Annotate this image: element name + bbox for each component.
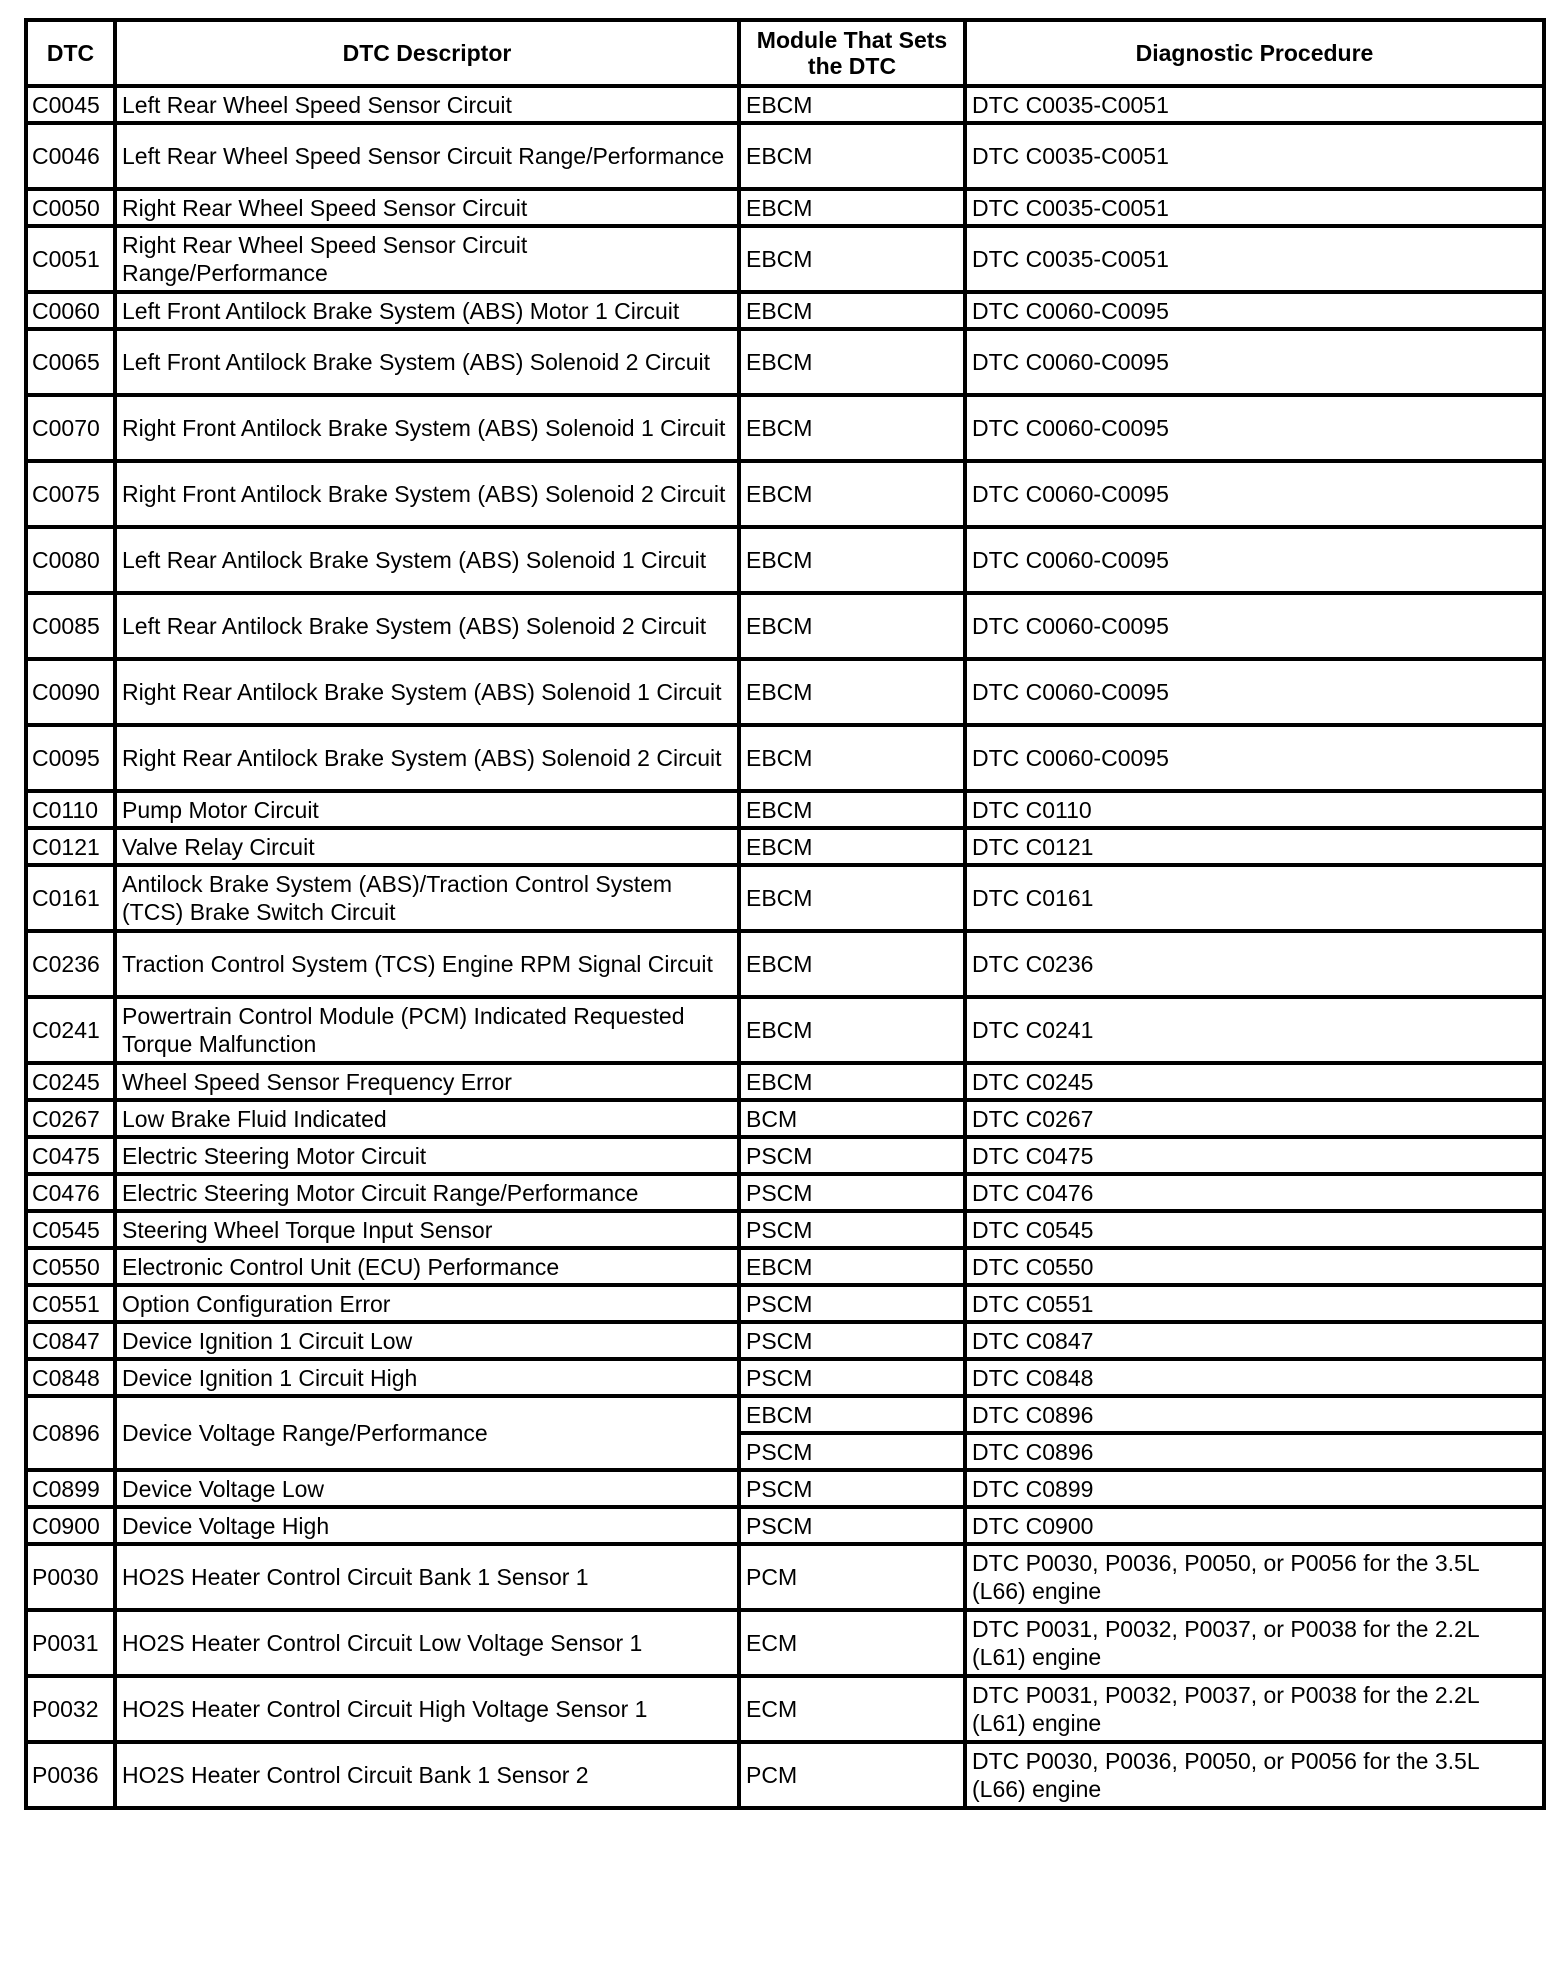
dtc-code-cell: C0545 xyxy=(26,1211,115,1248)
dtc-code-cell: C0161 xyxy=(26,865,115,931)
module-cell: PSCM xyxy=(739,1174,965,1211)
module-cell: EBCM xyxy=(739,659,965,725)
dtc-code-cell: C0085 xyxy=(26,593,115,659)
module-cell: PSCM xyxy=(739,1470,965,1507)
table-row xyxy=(26,659,1544,725)
table-row xyxy=(26,1137,1544,1174)
table-row xyxy=(26,527,1544,593)
dtc-descriptor-cell: HO2S Heater Control Circuit Bank 1 Sensor 1 xyxy=(115,1544,739,1610)
dtc-descriptor-cell: Electric Steering Motor Circuit xyxy=(115,1137,739,1174)
table-row xyxy=(26,1063,1544,1100)
module-cell: EBCM xyxy=(739,329,965,395)
dtc-code-cell: C0060 xyxy=(26,292,115,329)
table-row xyxy=(26,1676,1544,1742)
module-cell: ECM xyxy=(739,1676,965,1742)
dtc-code-cell: C0065 xyxy=(26,329,115,395)
diagnostic-procedure-cell: DTC C0896 xyxy=(965,1433,1544,1470)
dtc-code-cell: C0236 xyxy=(26,931,115,997)
dtc-code-cell: P0030 xyxy=(26,1544,115,1610)
module-cell: EBCM xyxy=(739,997,965,1063)
module-cell: PSCM xyxy=(739,1507,965,1544)
header-dtc: DTC xyxy=(26,20,115,86)
dtc-descriptor-cell: Device Voltage Low xyxy=(115,1470,739,1507)
table-row xyxy=(26,997,1544,1063)
dtc-descriptor-cell: Device Ignition 1 Circuit High xyxy=(115,1359,739,1396)
dtc-descriptor-cell: Right Rear Antilock Brake System (ABS) Solenoid 2 Circuit xyxy=(115,725,739,791)
module-cell: EBCM xyxy=(739,1063,965,1100)
dtc-descriptor-cell: Electric Steering Motor Circuit Range/Performance xyxy=(115,1174,739,1211)
diagnostic-procedure-cell: DTC C0899 xyxy=(965,1470,1544,1507)
header-descriptor: DTC Descriptor xyxy=(115,20,739,86)
dtc-descriptor-cell: Right Rear Wheel Speed Sensor Circuit xyxy=(115,189,739,226)
dtc-descriptor-cell: Pump Motor Circuit xyxy=(115,791,739,828)
diagnostic-procedure-cell: DTC C0476 xyxy=(965,1174,1544,1211)
dtc-code-cell: C0899 xyxy=(26,1470,115,1507)
dtc-code-cell: C0848 xyxy=(26,1359,115,1396)
diagnostic-procedure-cell: DTC C0551 xyxy=(965,1285,1544,1322)
table-row xyxy=(26,1100,1544,1137)
dtc-code-cell: C0550 xyxy=(26,1248,115,1285)
dtc-code-cell: C0476 xyxy=(26,1174,115,1211)
diagnostic-procedure-cell: DTC C0161 xyxy=(965,865,1544,931)
dtc-descriptor-cell: HO2S Heater Control Circuit High Voltage Sensor 1 xyxy=(115,1676,739,1742)
module-cell: PSCM xyxy=(739,1433,965,1470)
dtc-code-cell: C0896 xyxy=(26,1396,115,1470)
diagnostic-procedure-cell: DTC C0121 xyxy=(965,828,1544,865)
diagnostic-procedure-cell: DTC C0236 xyxy=(965,931,1544,997)
dtc-descriptor-cell: Antilock Brake System (ABS)/Traction Control System (TCS) Brake Switch Circuit xyxy=(115,865,739,931)
diagnostic-procedure-cell: DTC C0900 xyxy=(965,1507,1544,1544)
dtc-descriptor-cell: Right Rear Wheel Speed Sensor Circuit Range/Performance xyxy=(115,226,739,292)
diagnostic-procedure-cell: DTC C0060-C0095 xyxy=(965,725,1544,791)
table-row xyxy=(26,1396,1544,1433)
diagnostic-procedure-cell: DTC C0545 xyxy=(965,1211,1544,1248)
table-row xyxy=(26,1742,1544,1808)
diagnostic-procedure-cell: DTC C0848 xyxy=(965,1359,1544,1396)
module-cell: PSCM xyxy=(739,1359,965,1396)
dtc-code-cell: C0051 xyxy=(26,226,115,292)
table-row xyxy=(26,1174,1544,1211)
module-cell: PSCM xyxy=(739,1137,965,1174)
module-cell: EBCM xyxy=(739,725,965,791)
dtc-descriptor-cell: Device Voltage High xyxy=(115,1507,739,1544)
table-row xyxy=(26,1248,1544,1285)
table-row xyxy=(26,1544,1544,1610)
table-header xyxy=(26,20,1544,86)
diagnostic-procedure-cell: DTC P0031, P0032, P0037, or P0038 for the 2.2L (L61) engine xyxy=(965,1676,1544,1742)
diagnostic-procedure-cell: DTC C0060-C0095 xyxy=(965,593,1544,659)
module-cell: EBCM xyxy=(739,226,965,292)
table-row xyxy=(26,593,1544,659)
dtc-code-cell: C0110 xyxy=(26,791,115,828)
dtc-descriptor-cell: Wheel Speed Sensor Frequency Error xyxy=(115,1063,739,1100)
dtc-code-cell: C0267 xyxy=(26,1100,115,1137)
table-row xyxy=(26,725,1544,791)
diagnostic-procedure-cell: DTC C0060-C0095 xyxy=(965,395,1544,461)
header-procedure: Diagnostic Procedure xyxy=(965,20,1544,86)
table-row xyxy=(26,461,1544,527)
diagnostic-procedure-cell: DTC C0896 xyxy=(965,1396,1544,1433)
dtc-table xyxy=(24,18,1546,1810)
module-cell: EBCM xyxy=(739,86,965,123)
diagnostic-procedure-cell: DTC P0030, P0036, P0050, or P0056 for the 3.5L (L66) engine xyxy=(965,1742,1544,1808)
table-row xyxy=(26,1610,1544,1676)
table-row xyxy=(26,1322,1544,1359)
module-cell: EBCM xyxy=(739,931,965,997)
module-cell: PSCM xyxy=(739,1285,965,1322)
dtc-descriptor-cell: Left Front Antilock Brake System (ABS) Motor 1 Circuit xyxy=(115,292,739,329)
dtc-code-cell: C0121 xyxy=(26,828,115,865)
dtc-descriptor-cell: HO2S Heater Control Circuit Bank 1 Sensor 2 xyxy=(115,1742,739,1808)
dtc-code-cell: C0075 xyxy=(26,461,115,527)
diagnostic-procedure-cell: DTC C0060-C0095 xyxy=(965,329,1544,395)
dtc-code-cell: C0046 xyxy=(26,123,115,189)
module-cell: PCM xyxy=(739,1742,965,1808)
table-row xyxy=(26,791,1544,828)
table-row xyxy=(26,86,1544,123)
diagnostic-procedure-cell: DTC C0475 xyxy=(965,1137,1544,1174)
dtc-code-cell: C0245 xyxy=(26,1063,115,1100)
header-module: Module That Sets the DTC xyxy=(739,20,965,86)
dtc-descriptor-cell: Powertrain Control Module (PCM) Indicated Requested Torque Malfunction xyxy=(115,997,739,1063)
table-row xyxy=(26,329,1544,395)
dtc-code-cell: P0031 xyxy=(26,1610,115,1676)
module-cell: EBCM xyxy=(739,1396,965,1433)
dtc-descriptor-cell: Electronic Control Unit (ECU) Performance xyxy=(115,1248,739,1285)
module-cell: EBCM xyxy=(739,123,965,189)
diagnostic-procedure-cell: DTC P0031, P0032, P0037, or P0038 for the 2.2L (L61) engine xyxy=(965,1610,1544,1676)
dtc-descriptor-cell: Device Ignition 1 Circuit Low xyxy=(115,1322,739,1359)
dtc-code-cell: C0080 xyxy=(26,527,115,593)
table-row xyxy=(26,1285,1544,1322)
dtc-descriptor-cell: HO2S Heater Control Circuit Low Voltage Sensor 1 xyxy=(115,1610,739,1676)
diagnostic-procedure-cell: DTC C0060-C0095 xyxy=(965,461,1544,527)
table-row xyxy=(26,292,1544,329)
diagnostic-procedure-cell: DTC C0245 xyxy=(965,1063,1544,1100)
dtc-code-cell: C0551 xyxy=(26,1285,115,1322)
dtc-descriptor-cell: Right Rear Antilock Brake System (ABS) Solenoid 1 Circuit xyxy=(115,659,739,725)
table-row xyxy=(26,1211,1544,1248)
dtc-code-cell: P0032 xyxy=(26,1676,115,1742)
module-cell: EBCM xyxy=(739,292,965,329)
dtc-descriptor-cell: Option Configuration Error xyxy=(115,1285,739,1322)
dtc-descriptor-cell: Left Rear Wheel Speed Sensor Circuit Range/Performance xyxy=(115,123,739,189)
dtc-descriptor-cell: Right Front Antilock Brake System (ABS) Solenoid 2 Circuit xyxy=(115,461,739,527)
module-cell: PSCM xyxy=(739,1322,965,1359)
dtc-descriptor-cell: Left Rear Antilock Brake System (ABS) Solenoid 2 Circuit xyxy=(115,593,739,659)
table-row xyxy=(26,931,1544,997)
table-row xyxy=(26,865,1544,931)
diagnostic-procedure-cell: DTC C0550 xyxy=(965,1248,1544,1285)
module-cell: EBCM xyxy=(739,395,965,461)
dtc-descriptor-cell: Low Brake Fluid Indicated xyxy=(115,1100,739,1137)
table-row xyxy=(26,226,1544,292)
dtc-code-cell: C0045 xyxy=(26,86,115,123)
module-cell: EBCM xyxy=(739,865,965,931)
dtc-descriptor-cell: Left Front Antilock Brake System (ABS) Solenoid 2 Circuit xyxy=(115,329,739,395)
dtc-code-cell: C0241 xyxy=(26,997,115,1063)
header-row xyxy=(26,20,1544,86)
module-cell: EBCM xyxy=(739,1248,965,1285)
module-cell: BCM xyxy=(739,1100,965,1137)
dtc-descriptor-cell: Traction Control System (TCS) Engine RPM Signal Circuit xyxy=(115,931,739,997)
table-row xyxy=(26,1359,1544,1396)
dtc-code-cell: C0070 xyxy=(26,395,115,461)
diagnostic-procedure-cell: DTC C0035-C0051 xyxy=(965,226,1544,292)
module-cell: EBCM xyxy=(739,189,965,226)
dtc-descriptor-cell: Left Rear Wheel Speed Sensor Circuit xyxy=(115,86,739,123)
diagnostic-procedure-cell: DTC C0060-C0095 xyxy=(965,527,1544,593)
diagnostic-procedure-cell: DTC C0241 xyxy=(965,997,1544,1063)
dtc-code-cell: P0036 xyxy=(26,1742,115,1808)
diagnostic-procedure-cell: DTC C0060-C0095 xyxy=(965,292,1544,329)
dtc-code-cell: C0095 xyxy=(26,725,115,791)
table-row xyxy=(26,1470,1544,1507)
dtc-code-cell: C0475 xyxy=(26,1137,115,1174)
module-cell: EBCM xyxy=(739,828,965,865)
module-cell: EBCM xyxy=(739,527,965,593)
diagnostic-procedure-cell: DTC P0030, P0036, P0050, or P0056 for the 3.5L (L66) engine xyxy=(965,1544,1544,1610)
dtc-descriptor-cell: Device Voltage Range/Performance xyxy=(115,1396,739,1470)
table-row xyxy=(26,1507,1544,1544)
module-cell: EBCM xyxy=(739,593,965,659)
table-row xyxy=(26,828,1544,865)
module-cell: PCM xyxy=(739,1544,965,1610)
dtc-code-cell: C0090 xyxy=(26,659,115,725)
dtc-descriptor-cell: Steering Wheel Torque Input Sensor xyxy=(115,1211,739,1248)
module-cell: ECM xyxy=(739,1610,965,1676)
diagnostic-procedure-cell: DTC C0035-C0051 xyxy=(965,189,1544,226)
dtc-code-cell: C0900 xyxy=(26,1507,115,1544)
diagnostic-procedure-cell: DTC C0060-C0095 xyxy=(965,659,1544,725)
table-body xyxy=(26,86,1544,1808)
dtc-descriptor-cell: Right Front Antilock Brake System (ABS) Solenoid 1 Circuit xyxy=(115,395,739,461)
dtc-descriptor-cell: Valve Relay Circuit xyxy=(115,828,739,865)
dtc-descriptor-cell: Left Rear Antilock Brake System (ABS) Solenoid 1 Circuit xyxy=(115,527,739,593)
module-cell: EBCM xyxy=(739,791,965,828)
table-row xyxy=(26,395,1544,461)
dtc-code-cell: C0847 xyxy=(26,1322,115,1359)
table-row xyxy=(26,123,1544,189)
module-cell: EBCM xyxy=(739,461,965,527)
diagnostic-procedure-cell: DTC C0110 xyxy=(965,791,1544,828)
dtc-code-cell: C0050 xyxy=(26,189,115,226)
diagnostic-procedure-cell: DTC C0847 xyxy=(965,1322,1544,1359)
diagnostic-procedure-cell: DTC C0267 xyxy=(965,1100,1544,1137)
diagnostic-procedure-cell: DTC C0035-C0051 xyxy=(965,86,1544,123)
module-cell: PSCM xyxy=(739,1211,965,1248)
diagnostic-procedure-cell: DTC C0035-C0051 xyxy=(965,123,1544,189)
table-row xyxy=(26,189,1544,226)
